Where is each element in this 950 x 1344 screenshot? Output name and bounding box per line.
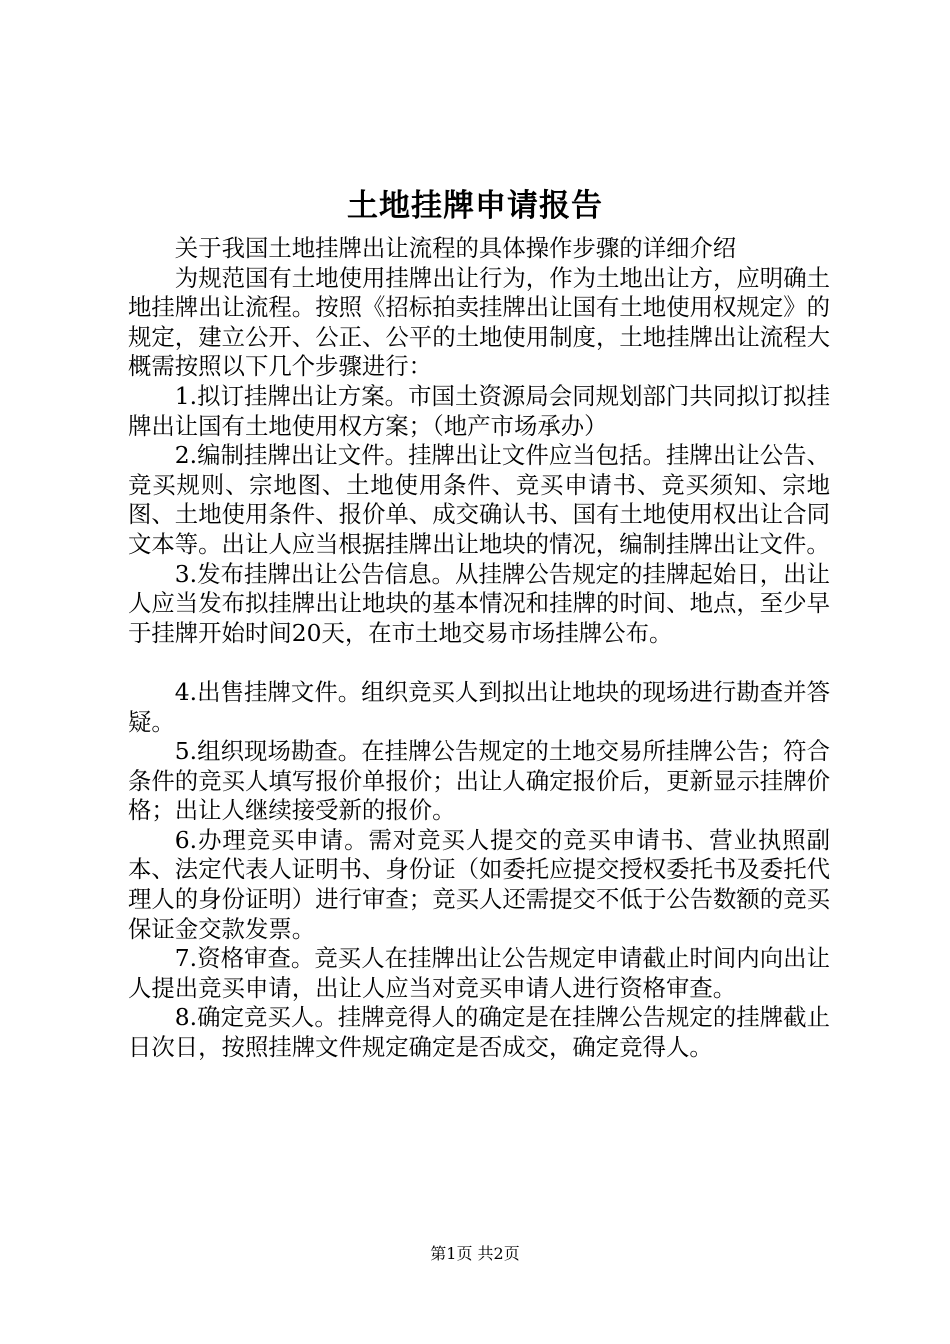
paragraph-step-3: 3.发布挂牌出让公告信息。从挂牌公告规定的挂牌起始日，出让人应当发布拟挂牌出让地块的基本情况和挂牌的时间、地点，至少早于挂牌开始时间20天，在市土地交易市场挂牌公布。 [128,559,830,647]
paragraph-step-2: 2.编制挂牌出让文件。挂牌出让文件应当包括。挂牌出让公告、竞买规则、宗地图、土地使用条件、竞买申请书、竞买须知、宗地图、土地使用条件、报价单、成交确认书、国有土地使用权出让合同文本等。出让人应当根据挂牌出让地块的情况，编制挂牌出让文件。 [128,441,830,558]
document-title: 土地挂牌申请报告 [347,188,603,224]
paragraph-intro: 关于我国土地挂牌出让流程的具体操作步骤的详细介绍 [174,234,737,262]
paragraph-step-1: 1.拟订挂牌出让方案。市国土资源局会同规划部门共同拟订拟挂牌出让国有土地使用权方案；（地产市场承办） [128,381,830,440]
paragraph-step-8: 8.确定竞买人。挂牌竞得人的确定是在挂牌公告规定的挂牌截止日次日，按照挂牌文件规定确定是否成交，确定竞得人。 [128,1003,830,1062]
document-body [128,234,830,1063]
paragraph-step-5: 5.组织现场勘查。在挂牌公告规定的土地交易所挂牌公告；符合条件的竞买人填写报价单报价；出让人确定报价后，更新显示挂牌价格；出让人继续接受新的报价。 [128,737,830,825]
paragraph-purpose: 为规范国有土地使用挂牌出让行为，作为土地出让方，应明确土地挂牌出让流程。按照《招标拍卖挂牌出让国有土地使用权规定》的规定，建立公开、公正、公平的土地使用制度，土地挂牌出让流程大概需按照以下几个步骤进行： [128,263,830,381]
paragraph-step-6: 6.办理竞买申请。需对竞买人提交的竞买申请书、营业执照副本、法定代表人证明书、身份证（如委托应提交授权委托书及委托代理人的身份证明）进行审查；竞买人还需提交不低于公告数额的竞买保证金交款发票。 [128,825,830,943]
paragraph-step-4: 4.出售挂牌文件。组织竞买人到拟出让地块的现场进行勘查并答疑。 [128,677,830,736]
paragraph-step-7: 7.资格审查。竞买人在挂牌出让公告规定申请截止时间内向出让人提出竞买申请，出让人应当对竞买申请人进行资格审查。 [128,944,830,1002]
page-footer: 第1页 共2页 [430,1244,520,1263]
